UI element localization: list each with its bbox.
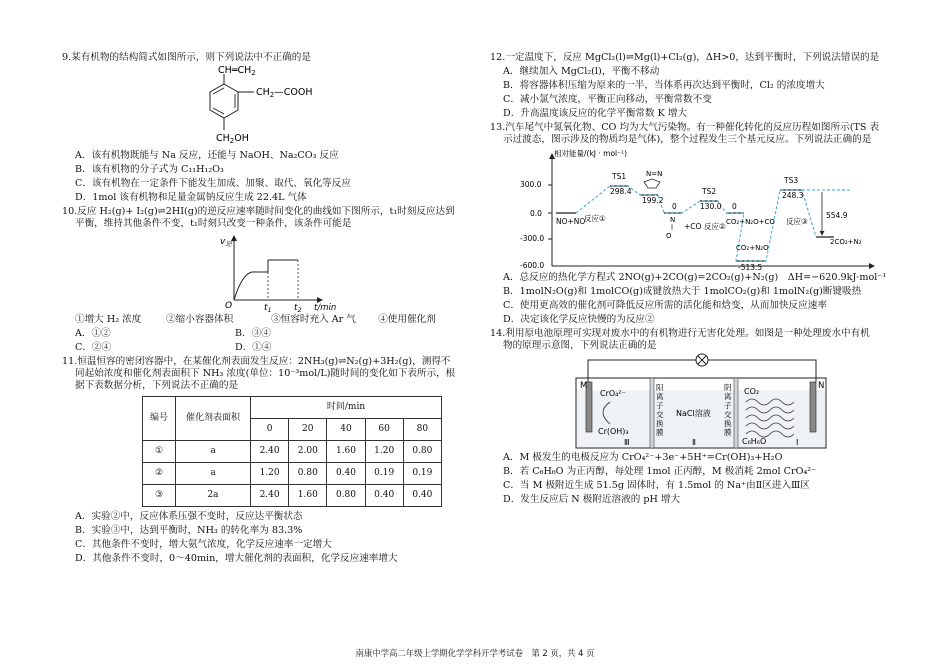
svg-text:N=N: N=N: [646, 169, 663, 178]
q10-option-a: A．①②: [75, 327, 111, 339]
q13-option-a: A．总反应的热化学方程式 2NO(g)+2CO(g)=2CO₂(g)+N₂(g) ΔH=−620.9kJ·mol⁻¹: [503, 271, 887, 283]
q13-ts1-val: 298.4: [610, 186, 632, 196]
q11-th-area: 催化剂表面积: [176, 396, 251, 440]
cell: 0.19: [365, 462, 403, 484]
q14-roman2: Ⅱ: [692, 437, 696, 447]
cell: 0.80: [327, 484, 365, 506]
q10-option-c: C．②④: [75, 341, 112, 353]
q13-tick-0: 0.0: [530, 208, 542, 218]
cell: a: [176, 462, 251, 484]
svg-text:膜: 膜: [656, 427, 664, 437]
q11-stem-2: 同起始浓度和催化剂表面积下 NH₃ 浓度(单位：10⁻³mol/L)随时间的变化如下表所示，根: [75, 367, 456, 379]
q14-membrane-1-label: [656, 383, 664, 437]
question-13: [490, 122, 900, 326]
right-column: [490, 52, 900, 508]
q13-option-d: D．决定该化学反应快慢的为反应②: [503, 313, 655, 325]
q13-start: NO+NO: [556, 216, 586, 226]
q10-stem-2: 平衡，维持其他条件不变，t₁时刻只改变一种条件，该条件可能是: [75, 217, 352, 229]
q14-membrane-2-label: [724, 383, 732, 437]
q10-stem-1: 10.反应 H₂(g)+ I₂(g)⇌2HI(g)的逆反应速率随时间变化的曲线如下图所示，t₁时刻反应达到: [62, 205, 455, 217]
q11-stem-1: 11.恒温恒容的密闭容器中，在某催化剂表面发生反应：2NH₃(g)⇌N₂(g)+3H₂(g)，测得不: [62, 355, 451, 367]
q11-th-no: 编号: [143, 396, 176, 440]
q13-r1: 反应①: [584, 213, 606, 223]
q13-final: 2CO₂+N₂: [830, 237, 862, 246]
table-row: [143, 484, 442, 506]
q13-int4: CO₂+N₂O: [736, 243, 769, 252]
left-column: [62, 52, 470, 567]
q11-option-b: B．实验③中，达到平衡时，NH₃ 的转化率为 83.3%: [75, 524, 303, 536]
cell: 2.40: [251, 440, 289, 462]
q13-ts3-val: 248.3: [782, 190, 804, 200]
cell: 1.60: [327, 440, 365, 462]
q14-N: N: [818, 380, 825, 391]
q13-option-b: B．1molN₂O(g)和 1molCO(g)成键放热大于 1molCO₂(g)和 1molN₂(g)断键吸热: [503, 285, 862, 297]
page-footer: 南康中学高二年级上学期化学学科开学考试卷 第 2 页，共 4 页: [355, 648, 595, 658]
q13-tick-m300: -300.0: [520, 233, 545, 243]
cell: 0.80: [289, 462, 327, 484]
q11-th-time: 时间/min: [251, 396, 442, 418]
table-row: [143, 462, 442, 484]
q14-option-d: D．发生反应后 N 极附近溶液的 pH 增大: [503, 493, 681, 505]
question-12: [490, 52, 900, 120]
q10-items: [62, 314, 470, 326]
q13-r3: 反应③: [786, 216, 808, 226]
svg-text:交: 交: [724, 409, 732, 419]
cell: 1.60: [289, 484, 327, 506]
q13-tick-300: 300.0: [520, 179, 542, 189]
svg-text:阳: 阳: [656, 382, 664, 392]
cell: 0.40: [327, 462, 365, 484]
q11-stem-3: 据下表数据分析，下列说法不正确的是: [75, 379, 239, 391]
q11-time-40: 40: [327, 418, 365, 440]
q14-nacl: NaCl溶液: [676, 408, 711, 418]
cell: 1.20: [365, 440, 403, 462]
cell: ③: [143, 484, 176, 506]
q10-item-2: ②缩小容器体积: [166, 313, 234, 325]
q13-int1-val: 199.2: [642, 195, 664, 205]
q9-stem: 9.某有机物的结构简式如图所示，则下列说法中不正确的是: [62, 52, 311, 63]
question-9: [62, 52, 470, 204]
q9-option-d: D．1mol 该有机物和足量金属钠反应生成 22.4L 气体: [75, 191, 307, 203]
q13-energy-diagram: [504, 146, 904, 270]
svg-text:N: N: [670, 215, 676, 224]
q13-ts1: TS1: [612, 171, 627, 181]
q14-c6: C₆H₆O: [742, 436, 767, 446]
q13-ts2-val: 130.0: [700, 201, 722, 211]
q9-structure: [182, 64, 402, 148]
q12-option-c: C．减小氯气浓度，平衡正向移动，平衡常数不变: [503, 93, 712, 105]
q10-option-d: D．①④: [235, 341, 272, 353]
cell: 2.00: [289, 440, 327, 462]
cell: 2.40: [251, 484, 289, 506]
svg-text:子: 子: [724, 400, 732, 410]
q14-option-a: A．M 极发生的电极反应为 CrO₄²⁻+3e⁻+5H⁺=Cr(OH)₃+H₂O: [503, 451, 783, 463]
q10-option-b: B．③④: [235, 327, 271, 339]
q10-item-3: ③恒容时充入 Ar 气: [271, 313, 356, 325]
q11-time-80: 80: [403, 418, 441, 440]
cell: 0.80: [403, 440, 441, 462]
q13-r2: 反应②: [704, 221, 726, 231]
cell: 0.40: [365, 484, 403, 506]
q14-roman1: Ⅰ: [796, 437, 799, 447]
q10-ylabel: $v_逆$: [220, 236, 232, 248]
svg-text:膜: 膜: [724, 427, 732, 437]
svg-text:离: 离: [724, 391, 732, 401]
q13-stem-2: 示过渡态，图示涉及的物质均是气体)，整个过程发生三个基元反应。下列说法正确的是: [503, 133, 872, 145]
q10-rate-graph: [212, 230, 362, 312]
q10-origin: O: [225, 300, 233, 311]
question-14: [490, 328, 900, 506]
cell: ②: [143, 462, 176, 484]
q13-int2-val: 0: [672, 201, 677, 211]
q14-M: M: [580, 380, 588, 391]
svg-text:O: O: [666, 231, 672, 240]
q14-cell-diagram: [566, 352, 886, 450]
q14-stem-2: 物的原理示意图，下列说法正确的是: [503, 339, 657, 351]
cell: 0.19: [403, 462, 441, 484]
q11-option-c: C．其他条件不变时，增大氨气浓度，化学反应速率一定增大: [75, 538, 332, 550]
q10-item-1: ①增大 H₂ 浓度: [75, 313, 142, 325]
svg-text:换: 换: [724, 418, 732, 428]
q14-stem-1: 14.利用原电池原理可实现对废水中的有机物进行无害化处理。如图是一种处理废水中有机: [490, 327, 870, 339]
table-row: [143, 440, 442, 462]
q10-xlabel: t/min: [314, 302, 337, 312]
q13-ts3: TS3: [784, 175, 799, 185]
q10-t1: $t_1$: [264, 302, 272, 312]
q13-int4-val: -513.5: [738, 262, 763, 270]
cell: a: [176, 440, 251, 462]
q13-int2: +CO: [684, 221, 702, 231]
q9-top-group: $CH═CH_2$: [218, 64, 256, 77]
q12-stem: 12.一定温度下，反应 MgCl₂(l)⇌Mg(l)+Cl₂(g)，ΔH>0，达到平衡时，下列说法错误的是: [490, 52, 880, 63]
q13-delta: 554.9: [826, 210, 848, 220]
q10-item-4: ④使用催化剂: [378, 313, 436, 325]
q11-table: [142, 396, 442, 507]
q14-co2: CO₂: [744, 386, 760, 396]
q9-option-b: B．该有机物的分子式为 C₁₁H₁₂O₃: [75, 163, 224, 175]
q13-tick-m600: -600.0: [520, 260, 545, 270]
svg-text:子: 子: [656, 400, 664, 410]
q14-croh: Cr(OH)₃: [598, 426, 629, 436]
svg-text:阴: 阴: [724, 382, 732, 392]
svg-text:交: 交: [656, 409, 664, 419]
q10-t2: $t_2$: [294, 302, 302, 312]
q11-option-d: D．其他条件不变时，0～40min，增大催化剂的表面积，化学反应速率增大: [75, 552, 398, 564]
q14-option-c: C．当 M 极附近生成 51.5g 固体时，有 1.5mol 的 Na⁺由Ⅱ区进入Ⅲ区: [503, 479, 810, 491]
q13-ylabel: 相对能量/(kJ · mol⁻¹): [554, 148, 628, 158]
q11-time-60: 60: [365, 418, 403, 440]
q9-bottom-group: $CH_2OH$: [216, 132, 249, 145]
q11-option-a: A．实验②中，反应体系压强不变时，反应达平衡状态: [75, 510, 303, 522]
q11-time-0: 0: [251, 418, 289, 440]
cell: 0.40: [403, 484, 441, 506]
q9-option-a: A．该有机物既能与 Na 反应，还能与 NaOH、Na₂CO₃ 反应: [75, 149, 339, 161]
q9-option-c: C．该有机物在一定条件下能发生加成、加聚、取代、氧化等反应: [75, 177, 351, 189]
q13-int3: CO₂+N₂O+CO: [726, 217, 775, 226]
q13-stem-1: 13.汽车尾气中氮氧化物、CO 均为大气污染物。有一种催化转化的反应历程如图所示(TS 表: [490, 121, 880, 133]
cell: 1.20: [251, 462, 289, 484]
svg-text:离: 离: [656, 391, 664, 401]
q13-ts2: TS2: [702, 186, 717, 196]
q13-int3-val: 0: [732, 201, 737, 211]
q13-option-c: C．使用更高效的催化剂可降低反应所需的活化能和焓变，从而加快反应速率: [503, 299, 827, 311]
cell: 2a: [176, 484, 251, 506]
q9-right-group: $CH_2—COOH$: [256, 86, 313, 99]
question-10: [62, 206, 470, 354]
svg-text:换: 换: [656, 418, 664, 428]
question-11: [62, 356, 470, 565]
q14-cro4: CrO₄²⁻: [600, 388, 626, 398]
q14-option-b: B．若 C₆H₆O 为正丙醇，每处理 1mol 正丙醇，M 极消耗 2mol CrO₄²⁻: [503, 465, 817, 477]
q12-option-d: D．升高温度该反应的化学平衡常数 K 增大: [503, 107, 688, 119]
q12-option-b: B．将容器体积压缩为原来的一半，当体系再次达到平衡时，Cl₂ 的浓度增大: [503, 79, 825, 91]
q11-time-20: 20: [289, 418, 327, 440]
cell: ①: [143, 440, 176, 462]
q12-option-a: A．继续加入 MgCl₂(l)，平衡不移动: [503, 65, 660, 77]
q14-roman3: Ⅲ: [624, 437, 630, 447]
